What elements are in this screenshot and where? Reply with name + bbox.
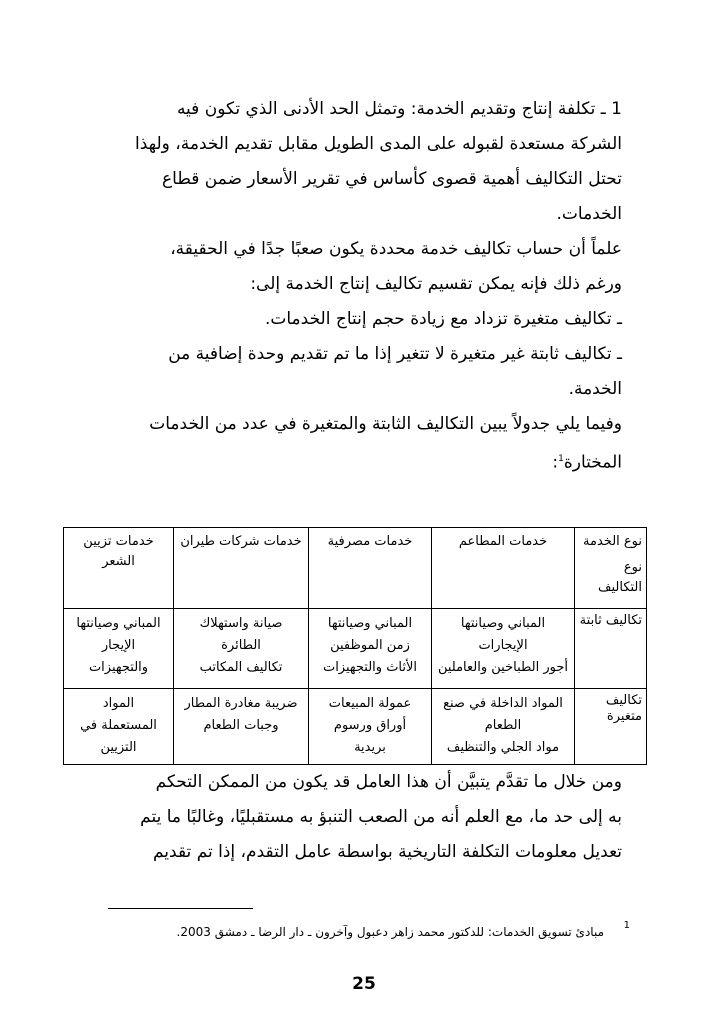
cell-line: المواد — [102, 696, 135, 711]
cell-line: زمن الموظفين — [330, 638, 410, 653]
table-cell — [432, 609, 575, 689]
page-number: 25 — [352, 974, 376, 994]
table-corner-cell — [575, 528, 647, 609]
cell-line: أوراق ورسوم — [333, 718, 407, 733]
cell-line: الأثاث والتجهيزات — [322, 660, 418, 675]
footnote-reference[interactable]: 1 — [558, 454, 564, 464]
cell-line: المباني وصيانتها — [327, 616, 413, 631]
table-row — [64, 689, 647, 765]
text-fragment: : — [552, 452, 559, 473]
table-row — [64, 609, 647, 689]
footnote-separator — [108, 908, 253, 909]
text-line: ـ تكاليف ثابتة غير متغيرة لا تتغير إذا ما تم تقديم وحدة إضافية من — [168, 344, 622, 364]
text-line: تحتل التكاليف أهمية قصوى كأساس في تقرير الأسعار ضمن قطاع — [162, 169, 622, 189]
text-line: 1 ـ تكلفة إنتاج وتقديم الخدمة: وتمثل الحد الأدنى الذي تكون فيه — [176, 99, 622, 119]
table-cell — [174, 609, 309, 689]
corner-label-service-type: نوع الخدمة — [583, 534, 642, 549]
text-line: به إلى حد ما، مع العلم أنه من الصعب التنبؤ به مستقبليًا، وغالبًا ما يتم — [140, 807, 622, 827]
table-header-cell: خدمات شركات طيران — [174, 528, 309, 609]
table-cell — [309, 609, 432, 689]
text-line: ومن خلال ما تقدَّم يتبيَّن أن هذا العامل قد يكون من الممكن التحكم — [155, 772, 622, 792]
text-line — [80, 442, 622, 477]
cell-line: أجور الطباخين والعاملين — [437, 660, 569, 675]
cell-line: الإيجارات — [478, 638, 528, 653]
text-line: وفيما يلي جدولاً يبين التكاليف الثابتة والمتغيرة في عدد من الخدمات — [149, 414, 622, 434]
outro-paragraph — [80, 765, 622, 870]
intro-paragraph — [80, 92, 622, 477]
text-fragment: المختارة — [563, 452, 622, 473]
cell-line: المباني وصيانتها — [76, 616, 161, 631]
cell-line: ضريبة مغادرة المطار — [184, 696, 298, 711]
cell-line: مواد الجلي والتنظيف — [446, 740, 560, 755]
cell-line: بريدية — [354, 740, 386, 755]
table-header-cell: خدمات المطاعم — [432, 528, 575, 609]
cell-line: الإيجار — [101, 638, 136, 653]
text-line: علماً أن حساب تكاليف خدمة محددة يكون صعبًا جدًا في الحقيقة، — [170, 239, 622, 259]
cell-line: المباني وصيانتها — [460, 616, 546, 631]
table-header-cell: خدمات تزيين الشعر — [64, 528, 174, 609]
text-line: تعديل معلومات التكلفة التاريخية بواسطة عامل التقدم، إذا تم تقديم — [152, 842, 622, 862]
text-line: ـ تكاليف متغيرة تزداد مع زيادة حجم إنتاج الخدمات. — [264, 309, 622, 329]
table-header-row — [64, 528, 647, 609]
table-cell — [64, 689, 174, 765]
table-cell — [432, 689, 575, 765]
text-line: الخدمات. — [556, 204, 622, 224]
footnote-number: 1 — [623, 920, 630, 931]
cell-line: صيانة واستهلاك — [199, 616, 283, 631]
cell-line: الطائرة — [221, 638, 261, 653]
text-line: الشركة مستعدة لقبوله على المدى الطويل مقابل تقديم الخدمة، ولهذا — [134, 134, 622, 154]
text-line: الخدمة. — [568, 379, 622, 399]
table-cell — [64, 609, 174, 689]
cell-line: الطعام — [484, 718, 522, 733]
cell-line: وجبات الطعام — [203, 718, 279, 733]
footnote-text: مبادئ تسويق الخدمات: للدكتور محمد زاهر دعبول وآخرون ـ دار الرضا ـ دمشق 2003. — [176, 925, 604, 939]
costs-table — [63, 527, 647, 765]
row-header-variable-costs: تكاليف متغيرة — [575, 689, 647, 765]
table-header-cell: خدمات مصرفية — [309, 528, 432, 609]
cell-line: عمولة المبيعات — [328, 696, 412, 711]
cell-line: تكاليف المكاتب — [199, 660, 283, 675]
corner-label-cost-type: نوع التكاليف — [598, 560, 642, 595]
cell-line: التزيين — [100, 740, 137, 755]
cell-line: المواد الداخلة في صنع — [443, 696, 563, 711]
table-cell — [309, 689, 432, 765]
table-cell — [174, 689, 309, 765]
text-line: ورغم ذلك فإنه يمكن تقسيم تكاليف إنتاج الخدمة إلى: — [250, 274, 622, 294]
row-header-fixed-costs: تكاليف ثابتة — [575, 609, 647, 689]
cell-line: المستعملة في — [80, 718, 157, 733]
cell-line: والتجهيزات — [88, 660, 149, 675]
